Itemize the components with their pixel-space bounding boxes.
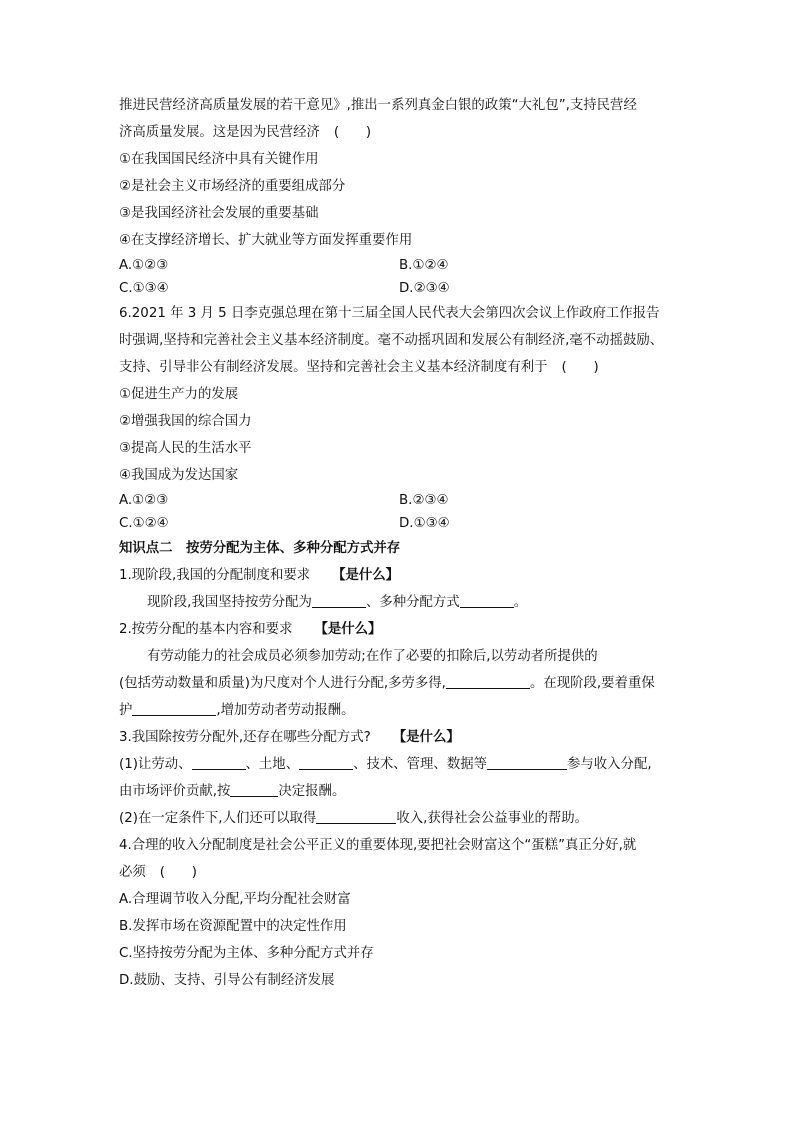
k4-answer-paren[interactable]: ( ): [159, 865, 198, 880]
k2-blank-2[interactable]: [132, 700, 216, 716]
q6-option-d[interactable]: D.①③④: [399, 516, 450, 531]
q6-statement-1: ①促进生产力的发展: [119, 387, 239, 402]
q5-stem-text: 济高质量发展。这是因为民营经济: [119, 125, 320, 140]
k2-question: [119, 616, 679, 643]
q5-option-b[interactable]: B.①②④: [399, 258, 449, 273]
q6-option-c[interactable]: C.①②④: [119, 516, 169, 531]
q6-answer-paren[interactable]: ( ): [561, 360, 599, 375]
k3-l1-text-b: 、土地、: [245, 757, 300, 772]
k3-l3-text-b: 收入,获得社会公益事业的帮助。: [396, 811, 589, 826]
q5-statement-2: ②是社会主义市场经济的重要组成部分: [119, 179, 346, 194]
k2-line-2-text-b: 。在现阶段,要着重保: [529, 676, 655, 691]
q5-stem-line-2: [119, 119, 679, 146]
k3-question-text: 3.我国除按劳分配外,还存在哪些分配方式?: [119, 730, 371, 745]
k3-l2-text-b: 决定报酬。: [278, 784, 346, 799]
k2-line-3-text-b: ,增加劳动者劳动报酬。: [216, 703, 355, 718]
k4-option-b[interactable]: B.发挥市场在资源配置中的决定性作用: [119, 919, 347, 934]
k3-blank-4[interactable]: [230, 781, 278, 797]
k1-fill-line: [119, 589, 679, 616]
q6-statement-2: ②增强我国的综合国力: [119, 414, 252, 429]
k2-question-text: 2.按劳分配的基本内容和要求: [119, 622, 293, 637]
q6-options-row-2: [119, 512, 679, 535]
k3-blank-2[interactable]: [299, 754, 353, 770]
q5-statement-1: ①在我国国民经济中具有关键作用: [119, 152, 319, 167]
q5-statement-3: ③是我国经济社会发展的重要基础: [119, 206, 319, 221]
k3-blank-3[interactable]: [487, 754, 567, 770]
k3-l2-text-a: 由市场评价贡献,按: [119, 784, 231, 799]
k1-blank-2[interactable]: [460, 592, 514, 608]
k4-option-d[interactable]: D.鼓励、支持、引导公有制经济发展: [119, 973, 335, 988]
worksheet-content: [119, 92, 679, 994]
k3-line-1: [119, 751, 679, 778]
k2-line-3: [119, 697, 679, 724]
k2-line-2-text-a: (包括劳动数量和质量)为尺度对个人进行分配,多劳多得,: [119, 676, 446, 691]
k3-blank-5[interactable]: [316, 808, 396, 824]
q5-option-a[interactable]: A.①②③: [119, 258, 169, 273]
k3-l3-text-a: (2)在一定条件下,人们还可以取得: [119, 811, 317, 826]
q5-option-d[interactable]: D.②③④: [399, 281, 450, 296]
q5-options-row-2: [119, 277, 679, 300]
q6-option-b[interactable]: B.②③④: [399, 493, 449, 508]
q6-stem-line-3: [119, 354, 679, 381]
k4-stem-line-2: [119, 859, 679, 886]
q5-options-row-1: [119, 254, 679, 277]
k3-question: [119, 724, 679, 751]
k2-line-1: 有劳动能力的社会成员必须参加劳动;在作了必要的扣除后,以劳动者所提供的: [147, 649, 598, 664]
k3-tag: 【是什么】: [392, 730, 460, 745]
section-heading: 知识点二 按劳分配为主体、多种分配方式并存: [119, 541, 401, 556]
q6-stem-text: 支持、引导非公有制经济发展。坚持和完善社会主义基本经济制度有利于: [119, 360, 548, 375]
k2-blank-1[interactable]: [446, 673, 530, 689]
q6-statement-4: ④我国成为发达国家: [119, 468, 239, 483]
k3-blank-1[interactable]: [192, 754, 246, 770]
q6-options-row-1: [119, 489, 679, 512]
q6-stem-line-2: 时强调,坚持和完善社会主义基本经济制度。毫不动摇巩固和发展公有制经济,毫不动摇鼓励、: [119, 333, 664, 348]
k1-text-a: 现阶段,我国坚持按劳分配为: [147, 595, 312, 610]
k1-blank-1[interactable]: [312, 592, 366, 608]
k4-option-c[interactable]: C.坚持按劳分配为主体、多种分配方式并存: [119, 946, 374, 961]
q6-option-a[interactable]: A.①②③: [119, 493, 169, 508]
q6-stem-line-1: 6.2021 年 3 月 5 日李克强总理在第十三届全国人民代表大会第四次会议上作政府工作报告: [119, 306, 660, 321]
k4-stem-text: 必须: [119, 865, 146, 880]
k2-line-3-text-a: 护: [119, 703, 133, 718]
k4-stem-line-1: 4.合理的收入分配制度是社会公平正义的重要体现,要把社会财富这个“蛋糕”真正分好,就: [119, 838, 637, 853]
q5-answer-paren[interactable]: ( ): [333, 125, 372, 140]
k1-text-c: 。: [513, 595, 528, 610]
k4-option-a[interactable]: A.合理调节收入分配,平均分配社会财富: [119, 892, 351, 907]
k2-line-2: [119, 670, 679, 697]
k3-line-2: [119, 778, 679, 805]
q5-statement-4: ④在支撑经济增长、扩大就业等方面发挥重要作用: [119, 233, 413, 248]
q6-statement-3: ③提高人民的生活水平: [119, 441, 252, 456]
k1-tag: 【是什么】: [332, 568, 400, 583]
k3-line-3: [119, 805, 679, 832]
k2-tag: 【是什么】: [314, 622, 382, 637]
k1-text-b: 、多种分配方式: [365, 595, 460, 610]
k1-question: [119, 562, 679, 589]
q5-option-c[interactable]: C.①③④: [119, 281, 169, 296]
k1-question-text: 1.现阶段,我国的分配制度和要求: [119, 568, 311, 583]
k3-l1-text-a: (1)让劳动、: [119, 757, 192, 772]
k3-l1-text-c: 、技术、管理、数据等: [353, 757, 487, 772]
k3-l1-text-d: 参与收入分配,: [567, 757, 652, 772]
q5-stem-line-1: 推进民营经济高质量发展的若干意见》,推出一系列真金白银的政策“大礼包”,支持民营经: [119, 98, 637, 113]
